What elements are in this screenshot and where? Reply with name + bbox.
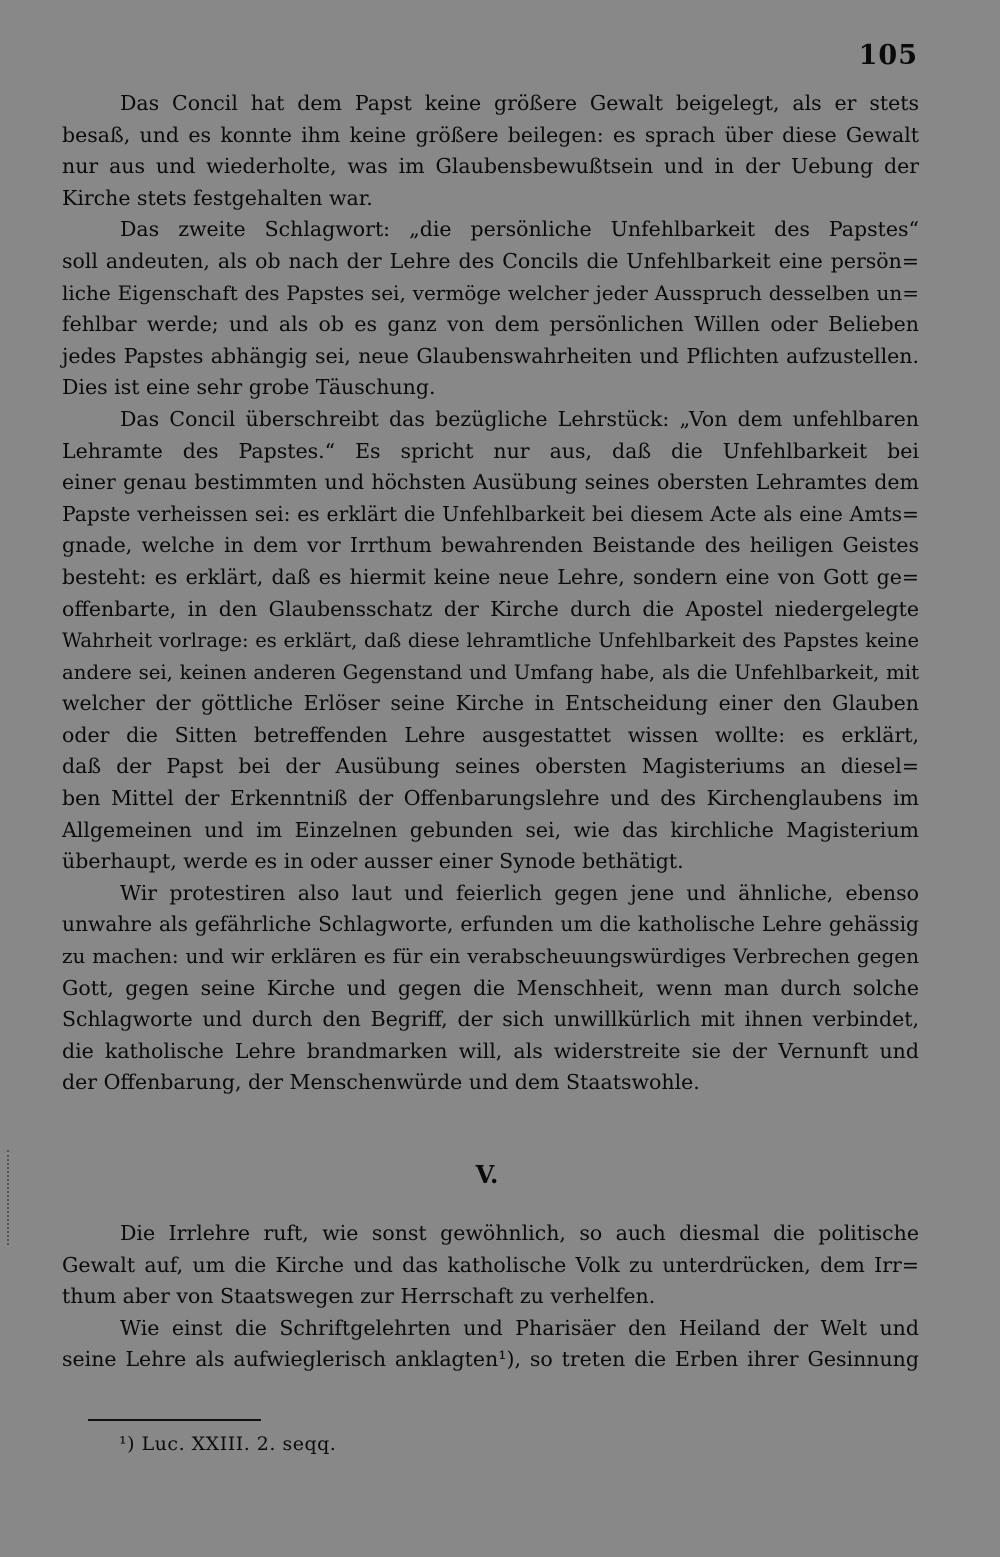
text-line: Das zweite Schlagwort: „die persönliche Unfehlbarkeit des Papstes“	[120, 217, 919, 242]
text-line: gnade, welche in dem vor Irrthum bewahrenden Beistande des heiligen Geistes	[62, 533, 919, 558]
text-line: welcher der göttliche Erlöser seine Kirche in Entscheidung einer den Glauben	[62, 691, 919, 716]
text-line: Papste verheissen sei: es erklärt die Unfehlbarkeit bei diesem Acte als eine Amts=	[62, 501, 919, 526]
paragraph	[62, 88, 919, 214]
paragraph	[62, 1313, 919, 1376]
text-line: Gott, gegen seine Kirche und gegen die Menschheit, wenn man durch solche	[62, 975, 919, 1000]
text-line: nur aus und wiederholte, was im Glaubensbewußtsein und in der Uebung der	[62, 154, 919, 179]
paragraph	[62, 404, 919, 878]
text-line: daß der Papst bei der Ausübung seines obersten Magisteriums an diesel=	[62, 754, 919, 779]
text-line: Das Concil hat dem Papst keine größere Gewalt beigelegt, als er stets	[120, 91, 919, 115]
text-line: seine Lehre als aufwieglerisch anklagten¹), so treten die Erben ihrer Gesinnung	[62, 1347, 919, 1372]
text-line: Wir protestiren also laut und feierlich gegen jene und ähnliche, ebenso	[120, 880, 919, 905]
text-line: Wie einst die Schriftgelehrten und Pharisäer den Heiland der Welt und	[120, 1315, 919, 1340]
main-text	[62, 88, 919, 1099]
page-number: 105	[858, 40, 918, 71]
text-line: überhaupt, werde es in oder ausser einer Synode bethätigt.	[62, 849, 684, 874]
section-heading: V.	[475, 1160, 499, 1189]
paragraph	[62, 214, 919, 404]
text-line: ben Mittel der Erkenntniß der Offenbarungslehre und des Kirchenglaubens im	[62, 786, 919, 811]
text-line: Wahrheit vorlrage: es erklärt, daß diese lehramtliche Unfehlbarkeit des Papstes keine	[62, 629, 919, 653]
text-line: einer genau bestimmten und höchsten Ausübung seines obersten Lehramtes dem	[62, 470, 919, 495]
text-line: offenbarte, in den Glaubensschatz der Kirche durch die Apostel niedergelegte	[62, 596, 919, 621]
text-line: zu machen: und wir erklären es für ein verabscheuungswürdiges Verbrechen gegen	[62, 944, 919, 969]
text-line: Lehramte des Papstes.“ Es spricht nur aus, daß die Unfehlbarkeit bei	[62, 438, 919, 463]
text-line: Schlagworte und durch den Begriff, der sich unwillkürlich mit ihnen verbindet,	[62, 1007, 919, 1032]
text-line: Das Concil überschreibt das bezügliche Lehrstück: „Von dem unfehlbaren	[120, 406, 919, 431]
text-line: Allgemeinen und im Einzelnen gebunden sei, wie das kirchliche Magisterium	[62, 817, 919, 842]
text-line: Gewalt auf, um die Kirche und das katholische Volk zu unterdrücken, dem Irr=	[62, 1252, 919, 1277]
text-line: besaß, und es konnte ihm keine größere beilegen: es sprach über diese Gewalt	[62, 122, 919, 147]
text-line: die katholische Lehre brandmarken will, als widerstreite sie der Vernunft und	[62, 1038, 919, 1063]
paragraph	[62, 878, 919, 1099]
footnote: ¹) Luc. XXIII. 2. seqq.	[119, 1433, 337, 1455]
text-line: besteht: es erklärt, daß es hiermit keine neue Lehre, sondern eine von Gott ge=	[62, 564, 919, 589]
text-line: soll andeuten, als ob nach der Lehre des Concils die Unfehlbarkeit eine persön=	[62, 248, 919, 273]
text-line: oder die Sitten betreffenden Lehre ausgestattet wissen wollte: es erklärt,	[62, 722, 919, 747]
text-line: andere sei, keinen anderen Gegenstand und Umfang habe, als die Unfehlbarkeit, mit	[62, 660, 919, 684]
text-line: Die Irrlehre ruft, wie sonst gewöhnlich, so auch diesmal die politische	[120, 1221, 919, 1245]
paragraph	[62, 1218, 919, 1313]
text-line: Kirche stets festgehalten war.	[62, 185, 373, 210]
text-line: fehlbar werde; und als ob es ganz von dem persönlichen Willen oder Belieben	[62, 312, 919, 337]
text-line: liche Eigenschaft des Papstes sei, vermöge welcher jeder Ausspruch desselben un=	[62, 280, 919, 305]
text-line: unwahre als gefährliche Schlagworte, erfunden um die katholische Lehre gehässig	[62, 912, 919, 937]
text-line: Dies ist eine sehr grobe Täuschung.	[62, 375, 436, 400]
main-text-continued	[62, 1218, 919, 1376]
text-line: thum aber von Staatswegen zur Herrschaft zu verhelfen.	[62, 1284, 656, 1309]
text-line: der Offenbarung, der Menschenwürde und dem Staatswohle.	[62, 1070, 700, 1095]
text-line: jedes Papstes abhängig sei, neue Glaubenswahrheiten und Pflichten aufzustellen.	[62, 343, 919, 368]
footnote-rule	[88, 1419, 261, 1421]
